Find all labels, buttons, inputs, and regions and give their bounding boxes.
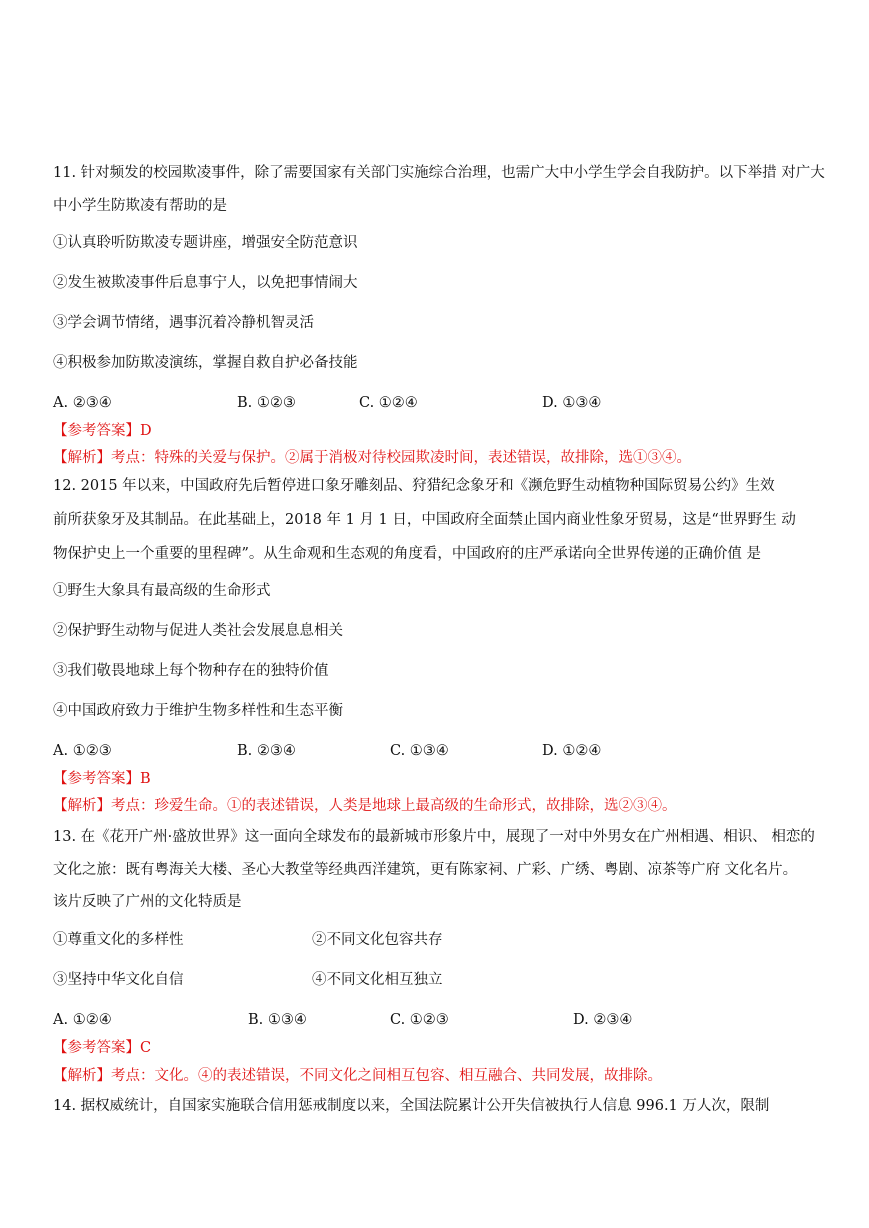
q11-option-a: A. ②③④ [53,395,112,411]
q11-option-b: B. ①②③ [237,395,296,411]
q11-item-2: ②发生被欺凌事件后息事宁人，以免把事情闹大 [53,275,358,291]
q11-stem-line-2: 中小学生防欺凌有帮助的是 [53,198,227,214]
q13-stem-line-1: 13. 在《花开广州·盛放世界》这一面向全球发布的最新城市形象片中，展现了一对中外男女在广州相遇、相识、 相恋的 [53,829,815,845]
q12-item-3: ③我们敬畏地球上每个物种存在的独特价值 [53,663,329,679]
q12-option-a: A. ①②③ [53,743,112,759]
q13-analysis: 【解析】考点：文化。④的表述错误，不同文化之间相互包容、相互融合、共同发展，故排除。 [53,1068,662,1084]
q13-item-2: ②不同文化包容共存 [312,932,443,948]
q12-option-c: C. ①③④ [390,743,449,759]
q12-item-2: ②保护野生动物与促进人类社会发展息息相关 [53,623,343,639]
q13-item-3: ③坚持中华文化自信 [53,972,184,988]
q11-option-d: D. ①③④ [542,395,602,411]
q11-analysis: 【解析】考点：特殊的关爱与保护。②属于消极对待校园欺凌时间，表述错误，故排除，选①③④。 [53,450,691,466]
q11-answer: 【参考答案】D [53,423,152,439]
q12-answer: 【参考答案】B [53,771,151,787]
q12-option-b: B. ②③④ [237,743,296,759]
q11-item-3: ③学会调节情绪，遇事沉着冷静机智灵活 [53,315,314,331]
q13-option-d: D. ②③④ [573,1012,633,1028]
q13-option-a: A. ①②④ [53,1012,112,1028]
q13-stem-line-3: 该片反映了广州的文化特质是 [53,894,242,910]
q13-item-4: ④不同文化相互独立 [312,972,443,988]
q12-option-d: D. ①②④ [542,743,602,759]
q11-option-c: C. ①②④ [359,395,418,411]
q14-stem-line-1: 14. 据权威统计，自国家实施联合信用惩戒制度以来，全国法院累计公开失信被执行人信息 996.1 万人次，限制 [53,1098,770,1114]
q12-stem-line-2: 前所获象牙及其制品。在此基础上，2018 年 1 月 1 日，中国政府全面禁止国内商业性象牙贸易，这是“世界野生 动 [53,512,796,528]
q13-item-1: ①尊重文化的多样性 [53,932,184,948]
q12-stem-line-3: 物保护史上一个重要的里程碑”。从生命观和生态观的角度看，中国政府的庄严承诺向全世界传递的正确价值 是 [53,546,762,562]
q13-option-b: B. ①③④ [248,1012,307,1028]
q13-answer: 【参考答案】C [53,1040,152,1056]
q13-option-c: C. ①②③ [390,1012,449,1028]
q13-stem-line-2: 文化之旅：既有粤海关大楼、圣心大教堂等经典西洋建筑，更有陈家祠、广彩、广绣、粤剧、凉茶等广府 文化名片。 [53,862,798,878]
q11-item-1: ①认真聆听防欺凌专题讲座，增强安全防范意识 [53,235,358,251]
q11-item-4: ④积极参加防欺凌演练，掌握自救自护必备技能 [53,355,358,371]
q12-stem-line-1: 12. 2015 年以来，中国政府先后暂停进口象牙雕刻品、狩猎纪念象牙和《濒危野生动植物种国际贸易公约》生效 [53,478,775,494]
q12-item-1: ①野生大象具有最高级的生命形式 [53,583,271,599]
q12-analysis: 【解析】考点：珍爱生命。①的表述错误，人类是地球上最高级的生命形式，故排除，选②③④。 [53,798,677,814]
q12-item-4: ④中国政府致力于维护生物多样性和生态平衡 [53,703,343,719]
q11-stem-line-1: 11. 针对频发的校园欺凌事件，除了需要国家有关部门实施综合治理，也需广大中小学生学会自我防护。以下举措 对广大 [53,165,825,181]
